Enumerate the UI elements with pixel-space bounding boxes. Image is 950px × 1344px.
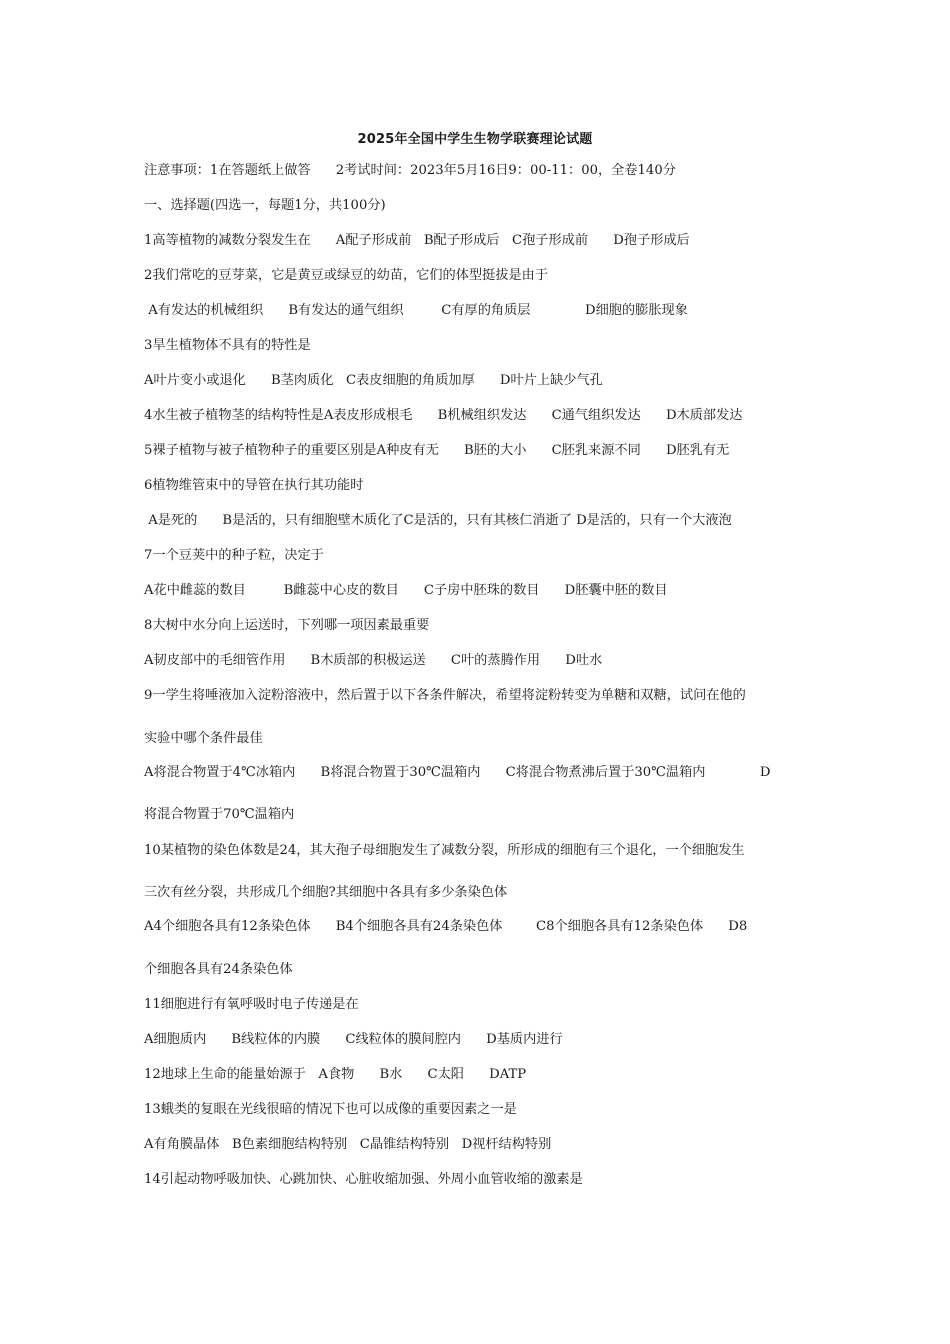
question-11-options: A细胞质内 B线粒体的内膜 C线粒体的膜间腔内 D基质内进行 bbox=[144, 1032, 563, 1047]
question-10-options-cont: 个细胞各具有24条染色体 bbox=[144, 962, 293, 977]
question-12: 12地球上生命的能量始源于 A食物 B水 C太阳 DATP bbox=[144, 1067, 527, 1082]
question-3-stem: 3旱生植物体不具有的特性是 bbox=[144, 338, 311, 353]
question-8-stem: 8大树中水分向上运送时，下列哪一项因素最重要 bbox=[144, 618, 430, 633]
question-7-options: A花中雌蕊的数目 B雌蕊中心皮的数目 C子房中胚珠的数目 D胚囊中胚的数目 bbox=[144, 583, 668, 598]
question-9-stem-cont: 实验中哪个条件最佳 bbox=[144, 731, 263, 746]
question-9-options: A将混合物置于4℃冰箱内 B将混合物置于30℃温箱内 C将混合物煮沸后置于30℃温箱内 D bbox=[144, 765, 771, 780]
question-13-options: A有角膜晶体 B色素细胞结构特别 C晶锥结构特别 D视杆结构特别 bbox=[144, 1137, 552, 1152]
question-10-stem: 10某植物的染色体数是24，其大孢子母细胞发生了减数分裂，所形成的细胞有三个退化，一个细胞发生 bbox=[144, 843, 745, 858]
question-10-options: A4个细胞各具有12条染色体 B4个细胞各具有24条染色体 C8个细胞各具有12条染色体 D8 bbox=[144, 919, 748, 934]
question-5: 5裸子植物与被子植物种子的重要区别是A种皮有无 B胚的大小 C胚乳来源不同 D胚乳有无 bbox=[144, 443, 730, 458]
question-7-stem: 7一个豆荚中的种子粒，决定于 bbox=[144, 548, 324, 563]
question-8-options: A韧皮部中的毛细管作用 B木质部的积极运送 C叶的蒸腾作用 D吐水 bbox=[144, 653, 603, 668]
question-9-stem: 9一学生将唾液加入淀粉溶液中，然后置于以下各条件解决，希望将淀粉转变为单糖和双糖，试问在他的 bbox=[144, 688, 746, 703]
question-11-stem: 11细胞进行有氧呼吸时电子传递是在 bbox=[144, 997, 359, 1012]
question-10-stem-cont: 三次有丝分裂，共形成几个细胞?其细胞中各具有多少条染色体 bbox=[144, 885, 508, 900]
question-14-stem: 14引起动物呼吸加快、心跳加快、心脏收缩加强、外周小血管收缩的激素是 bbox=[144, 1172, 583, 1187]
question-1: 1高等植物的减数分裂发生在 A配子形成前 B配子形成后 C孢子形成前 D孢子形成后 bbox=[144, 233, 690, 248]
notice-line: 注意事项：1在答题纸上做答 2考试时间：2023年5月16日9：00-11：00，全卷140分 bbox=[144, 163, 676, 178]
section-heading: 一、选择题(四选一，每题1分，共100分) bbox=[144, 198, 386, 213]
question-2-options: A有发达的机械组织 B有发达的通气组织 C有厚的角质层 D细胞的膨胀现象 bbox=[144, 303, 688, 318]
question-4: 4水生被子植物茎的结构特性是A表皮形成根毛 B机械组织发达 C通气组织发达 D木质部发达 bbox=[144, 408, 743, 423]
question-3-options: A叶片变小或退化 B茎肉质化 C表皮细胞的角质加厚 D叶片上缺少气孔 bbox=[144, 373, 603, 388]
question-9-options-cont: 将混合物置于70℃温箱内 bbox=[144, 807, 295, 822]
document-title: 2025年全国中学生生物学联赛理论试题 bbox=[357, 132, 593, 147]
question-2-stem: 2我们常吃的豆芽菜，它是黄豆或绿豆的幼苗，它们的体型挺拔是由于 bbox=[144, 268, 549, 283]
question-13-stem: 13蛾类的复眼在光线很暗的情况下也可以成像的重要因素之一是 bbox=[144, 1102, 517, 1117]
question-6-stem: 6植物维管束中的导管在执行其功能时 bbox=[144, 478, 364, 493]
question-6-options: A是死的 B是活的，只有细胞壁木质化了C是活的，只有其核仁消逝了 D是活的，只有一个大液泡 bbox=[144, 513, 732, 528]
